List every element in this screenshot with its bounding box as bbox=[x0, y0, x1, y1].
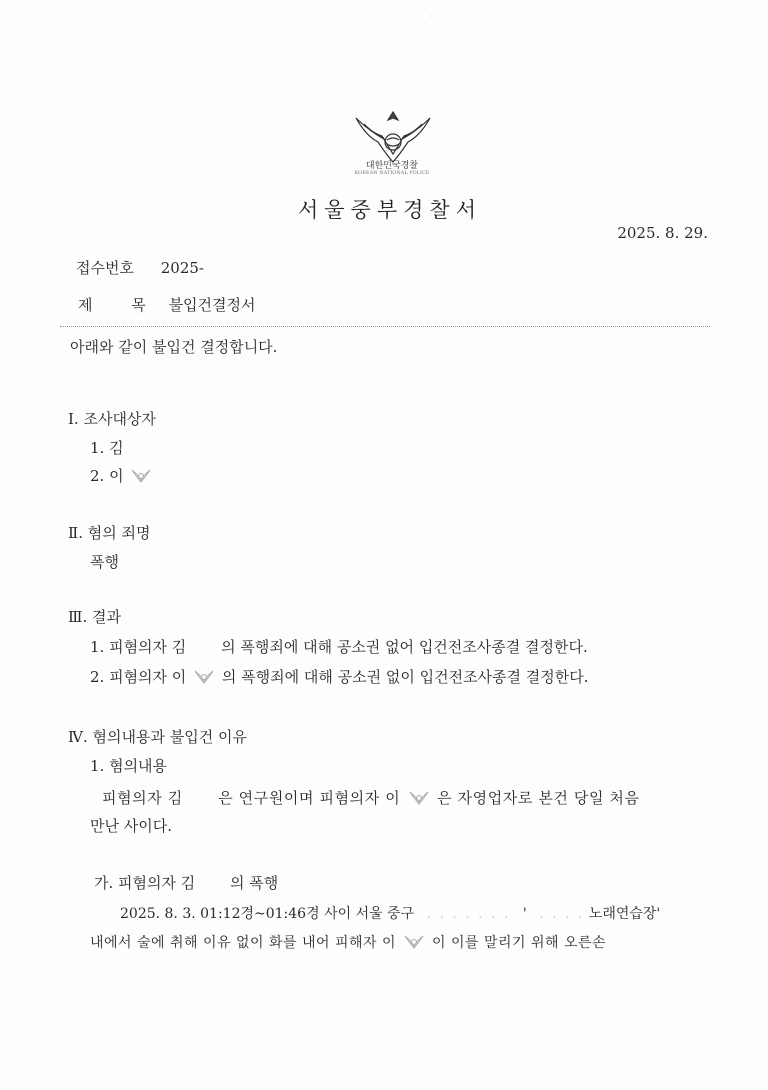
allegation-paragraph-line1 bbox=[102, 787, 640, 808]
redaction-emblem-icon bbox=[193, 667, 215, 685]
result-item-1-a: 1. 피혐의자 김 bbox=[90, 638, 187, 656]
p1-part-a: 피혐의자 김 bbox=[102, 789, 183, 807]
section3-heading: Ⅲ. 결과 bbox=[68, 608, 121, 626]
result-item-2-a: 2. 피혐의자 이 bbox=[90, 668, 187, 686]
document-date: 2025. 8. 29. bbox=[617, 224, 708, 242]
redaction-emblem-icon bbox=[130, 466, 152, 484]
emblem-sublabel: KOREAN NATIONAL POLICE bbox=[354, 170, 430, 176]
subject-item-2-text: 2. 이 bbox=[90, 467, 124, 485]
receipt-label: 접수번호 bbox=[76, 259, 134, 277]
scan-speck: · bbox=[372, 12, 378, 21]
section4-heading: Ⅳ. 혐의내용과 불입건 이유 bbox=[68, 728, 247, 746]
subject-label-2: 목 bbox=[131, 296, 146, 314]
result-item-2-b: 의 폭행죄에 대해 공소권 없이 입건전조사종결 결정한다. bbox=[221, 668, 589, 686]
p2-line2-a: 내에서 술에 취해 이유 없이 화를 내어 피해자 이 bbox=[90, 935, 397, 951]
result-item-1 bbox=[90, 636, 588, 657]
intro-text: 아래와 같이 불입건 결정합니다. bbox=[70, 338, 278, 356]
subject-label-1: 제 bbox=[78, 296, 93, 314]
redacted-address: . . . . . . . bbox=[426, 906, 511, 922]
allegation-subheading: 1. 혐의내용 bbox=[90, 757, 168, 775]
scan-speck: · bbox=[430, 12, 436, 21]
p2-line2-b: 이 이를 말리기 위해 오른손 bbox=[431, 935, 607, 951]
p2-part-b: ' bbox=[522, 906, 527, 922]
subsection-ga-heading bbox=[94, 872, 278, 893]
emblem-label: 대한민국경찰 bbox=[365, 161, 419, 171]
incident-paragraph-line2 bbox=[90, 932, 606, 952]
incident-paragraph-line1 bbox=[120, 903, 660, 923]
charge-name: 폭행 bbox=[90, 553, 119, 571]
header-divider bbox=[60, 326, 710, 327]
redacted-venue: . . . . bbox=[539, 906, 585, 922]
receipt-number-row bbox=[76, 257, 204, 278]
ga-part-a: 가. 피혐의자 김 bbox=[94, 874, 196, 892]
p2-part-c: 노래연습장' bbox=[588, 906, 661, 922]
p2-part-a: 2025. 8. 3. 01:12경~01:46경 사이 서울 중구 bbox=[120, 906, 415, 922]
result-item-2 bbox=[90, 666, 589, 687]
result-item-1-b: 의 폭행죄에 대해 공소권 없어 입건전조사종결 결정한다. bbox=[221, 638, 588, 656]
office-title: 서울중부경찰서 bbox=[297, 198, 482, 222]
redaction-emblem-icon bbox=[403, 932, 425, 950]
redaction-emblem-icon bbox=[408, 788, 430, 806]
allegation-paragraph-line2: 만난 사이다. bbox=[90, 817, 172, 835]
receipt-value: 2025- bbox=[160, 259, 204, 277]
p1-part-b: 은 연구원이며 피혐의자 이 bbox=[218, 789, 401, 807]
p1-part-c: 은 자영업자로 본건 당일 처음 bbox=[437, 789, 640, 807]
section2-heading: Ⅱ. 혐의 죄명 bbox=[68, 524, 151, 542]
subject-value: 불입건결정서 bbox=[168, 296, 256, 314]
section1-heading: Ⅰ. 조사대상자 bbox=[68, 410, 156, 428]
ga-part-b: 의 폭행 bbox=[230, 874, 279, 892]
subject-row bbox=[78, 294, 256, 315]
police-emblem-icon bbox=[350, 106, 436, 166]
subject-item-2 bbox=[90, 465, 154, 486]
subject-item-1: 1. 김 bbox=[90, 439, 124, 457]
scan-speck: · bbox=[676, 12, 682, 21]
